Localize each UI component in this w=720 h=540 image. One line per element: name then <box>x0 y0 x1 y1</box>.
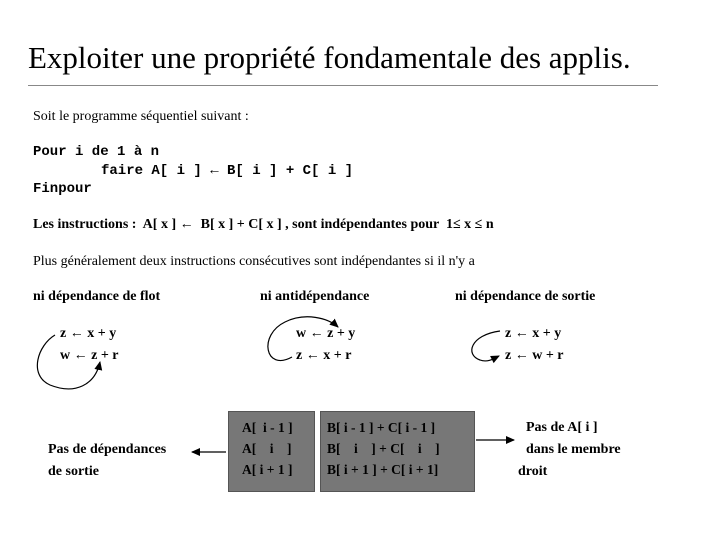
left-note-line-1: Pas de dépendances <box>48 442 167 457</box>
instructions-line: Les instructions : A[ x ] ← B[ x ] + C[ x ] , sont indépendantes pour 1≤ x ≤ n <box>33 217 494 232</box>
anti-example-line-2: z ← x + r <box>296 348 352 363</box>
antidependency-heading: ni antidépendance <box>260 289 370 304</box>
lhs-row-1: A[ i - 1 ] <box>242 420 293 435</box>
output-example-line-1: z ← x + y <box>505 326 562 341</box>
output-dependency-arrow <box>472 331 500 361</box>
flow-example-line-2: w ← z + r <box>60 348 119 363</box>
code-line-2: faire A[ i ] ← B[ i ] + C[ i ] <box>101 163 354 179</box>
antidependency-arrow <box>268 317 338 361</box>
page-title: Exploiter une propriété fondamentale des applis. <box>28 40 631 75</box>
lhs-row-3: A[ i + 1 ] <box>242 462 293 477</box>
anti-example-line-1: w ← z + y <box>296 326 356 341</box>
lhs-row-2: A[ i ] <box>242 441 292 456</box>
code-line-3: Finpour <box>33 181 92 197</box>
flow-dependency-heading: ni dépendance de flot <box>33 289 161 304</box>
output-dependency-heading: ni dépendance de sortie <box>455 289 596 304</box>
rhs-row-3: B[ i + 1 ] + C[ i + 1] <box>327 462 439 477</box>
rhs-row-2: B[ i ] + C[ i ] <box>327 441 440 456</box>
right-note-line-2: dans le membre <box>526 442 621 457</box>
right-note-line-3: droit <box>518 464 548 479</box>
rhs-row-1: B[ i - 1 ] + C[ i - 1 ] <box>327 420 436 435</box>
left-note-line-2: de sortie <box>48 464 99 479</box>
flow-example-line-1: z ← x + y <box>60 326 117 341</box>
intro-text: Soit le programme séquentiel suivant : <box>33 109 249 124</box>
code-line-1: Pour i de 1 à n <box>33 144 160 160</box>
flow-dependency-arrow <box>37 335 100 389</box>
right-note-line-1: Pas de A[ i ] <box>526 420 598 435</box>
output-example-line-2: z ← w + r <box>505 348 564 363</box>
general-line: Plus généralement deux instructions consécutives sont indépendantes si il n'y a <box>33 254 475 269</box>
